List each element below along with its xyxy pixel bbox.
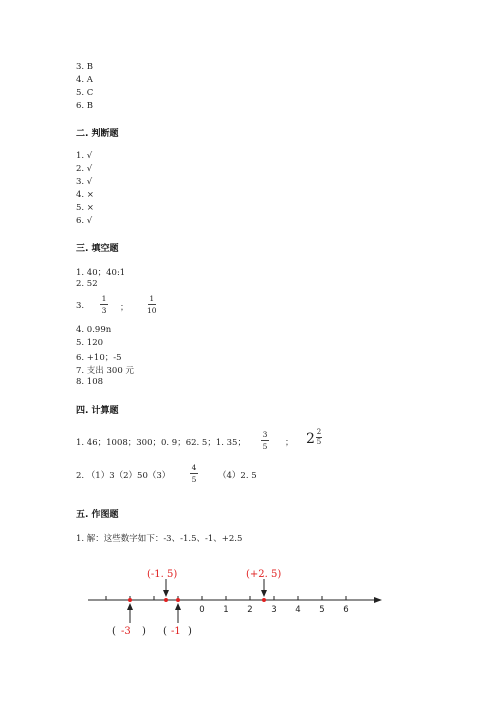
label-paren: ) (142, 626, 146, 637)
tick-label: 1 (223, 605, 229, 615)
answer-item: 1. 46；1008；300；0. 9；62. 5；1. 35； (76, 438, 246, 448)
label-neg-1-5: (-1. 5) (147, 569, 178, 580)
pointer-arrowhead (127, 603, 133, 610)
tick-label: 5 (319, 605, 325, 615)
label-pos-2-5: (+2. 5) (246, 569, 282, 580)
fraction-denominator: 5 (316, 438, 322, 446)
fraction-numerator: 3 (262, 430, 268, 439)
separator: ； (285, 438, 294, 448)
mixed-number-whole: 2 (306, 431, 315, 447)
point-neg-3 (128, 598, 132, 602)
answer-item: 1. 40；40:1 (76, 268, 126, 278)
fraction-numerator: 1 (149, 294, 155, 303)
fraction-numerator: 4 (191, 463, 197, 472)
pointer-arrowhead (175, 603, 181, 610)
pointer-arrowhead (163, 590, 169, 597)
tick-label: 6 (343, 605, 349, 615)
answer-item: 5. C (76, 88, 94, 98)
answer-item: 2. （1）3（2）50（3） (76, 471, 171, 481)
answer-item: 6. +10；-5 (76, 353, 122, 363)
tick-label: 2 (247, 605, 253, 615)
answer-item-tail: （4）2. 5 (218, 471, 257, 481)
separator: ； (120, 303, 129, 313)
tick-label: 0 (199, 605, 205, 615)
label-paren: ) (188, 626, 192, 637)
answer-item: 2. √ (76, 164, 93, 174)
point-neg-1 (176, 598, 180, 602)
tick-label: 3 (271, 605, 277, 615)
section-title-judgment: 二. 判断题 (76, 129, 119, 139)
answer-item: 4. A (76, 75, 93, 85)
answer-item: 4. 0.99n (76, 325, 112, 335)
answer-item: 7. 支出 300 元 (76, 366, 134, 376)
answer-item-prefix: 3. (76, 301, 85, 311)
section-title-fill-blank: 三. 填空题 (76, 244, 119, 254)
axis-arrowhead (374, 597, 382, 603)
fraction-numerator: 2 (316, 428, 322, 436)
answer-item: 1. 解：这些数字如下：-3、-1.5、-1、+2.5 (76, 534, 243, 544)
point-neg-1-5 (164, 598, 168, 602)
label-paren: ( (163, 626, 167, 637)
section-title-calculation: 四. 计算题 (76, 406, 119, 416)
section-title-drawing: 五. 作图题 (76, 510, 119, 520)
answer-item: 6. B (76, 101, 94, 111)
fraction-denominator: 5 (191, 475, 197, 484)
label-neg-1: -1 (171, 626, 181, 637)
fraction-numerator: 1 (101, 294, 107, 303)
fraction-denominator: 10 (147, 306, 157, 315)
answer-item: 3. √ (76, 177, 93, 187)
pointer-arrowhead (261, 590, 267, 597)
label-neg-3: -3 (121, 626, 131, 637)
answer-item: 4. × (76, 190, 94, 200)
fraction-denominator: 5 (262, 442, 268, 451)
label-paren: ( (112, 626, 116, 637)
point-pos-2-5 (262, 598, 266, 602)
answer-item: 6. √ (76, 216, 93, 226)
answer-item: 2. 52 (76, 279, 98, 289)
answer-item: 5. 120 (76, 338, 104, 348)
answer-item: 5. × (76, 203, 94, 213)
answer-item: 3. B (76, 62, 94, 72)
tick-label: 4 (295, 605, 301, 615)
fraction-denominator: 3 (101, 306, 107, 315)
answer-item: 1. √ (76, 151, 93, 161)
answer-item: 8. 108 (76, 377, 104, 387)
